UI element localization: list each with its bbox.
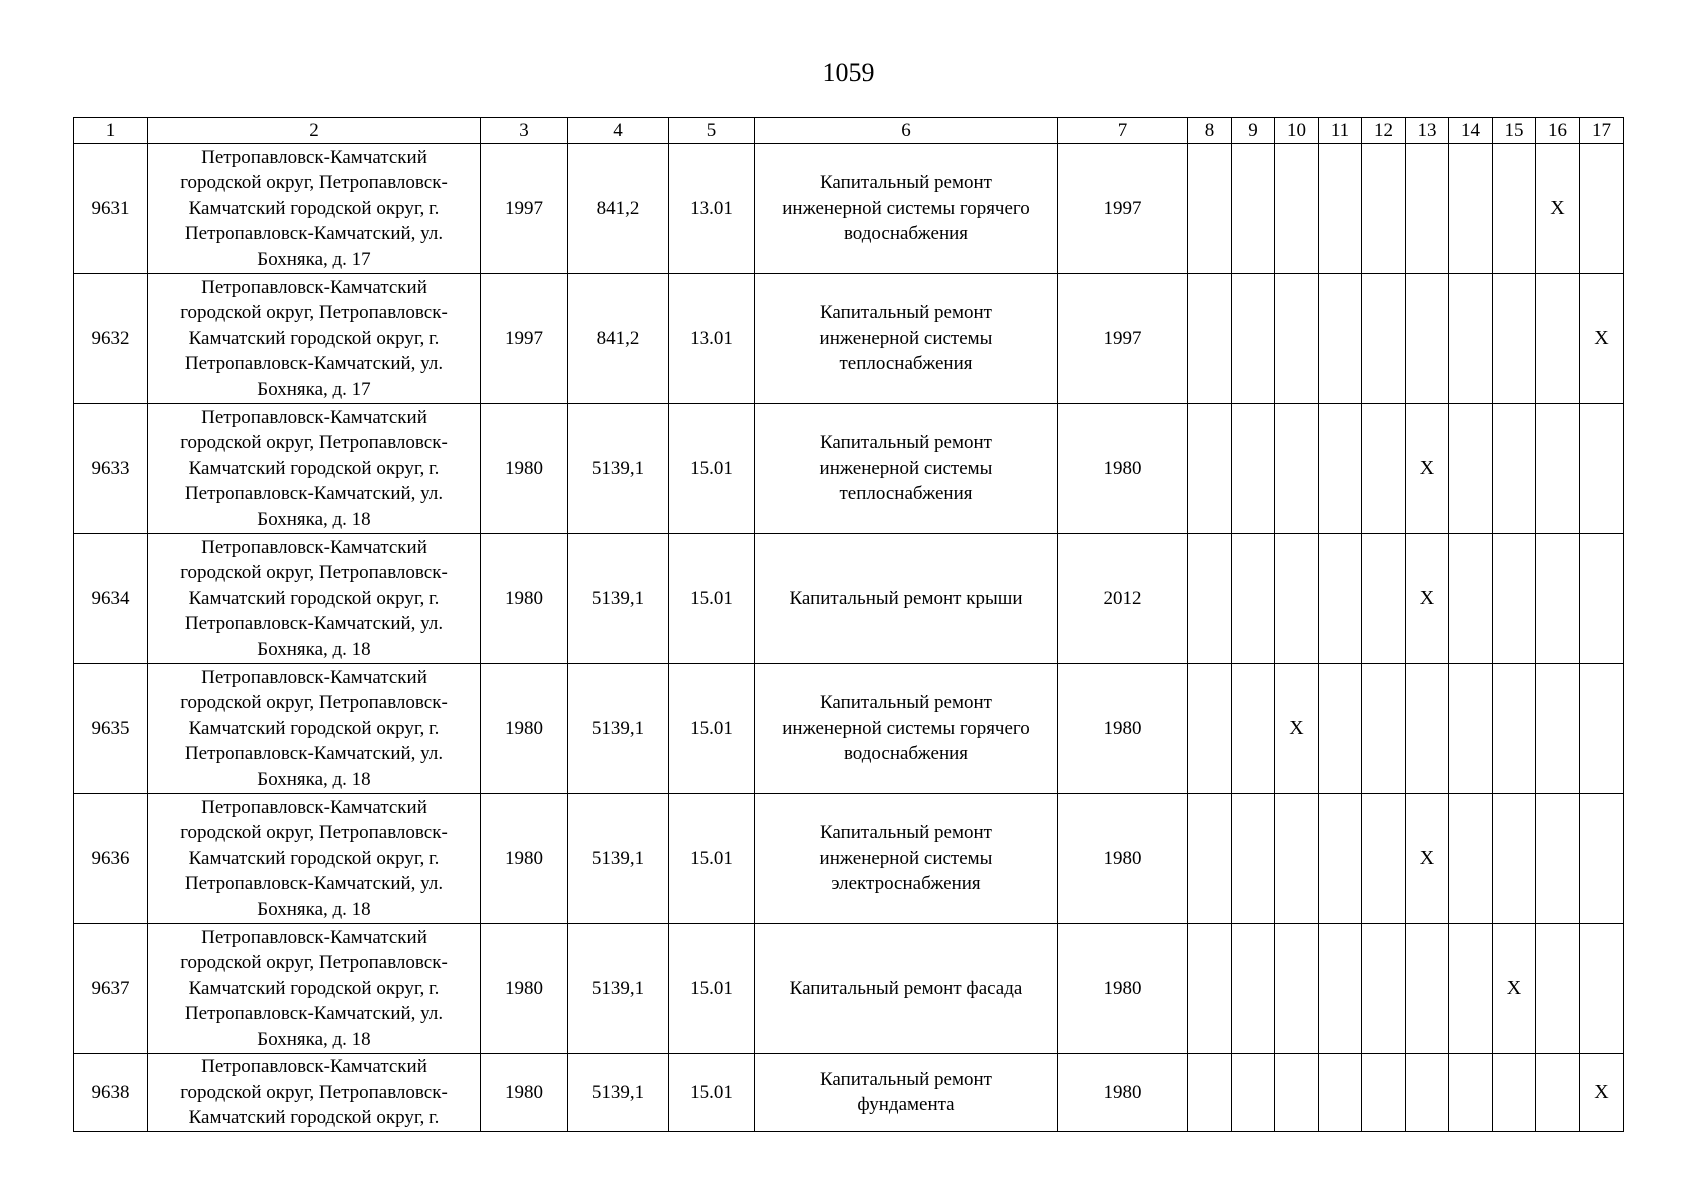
work-code: 15.01	[669, 404, 755, 534]
table-row	[74, 404, 1624, 534]
address-line: Петропавловск-Камчатский	[201, 276, 427, 298]
work-description	[755, 274, 1058, 404]
address-cell	[148, 534, 481, 664]
work-code: 13.01	[669, 144, 755, 274]
row-number: 9633	[74, 404, 148, 534]
period-mark-col-14	[1449, 404, 1493, 534]
address-line: Камчатский городской округ, г.	[188, 717, 440, 739]
period-mark-col-14	[1449, 794, 1493, 924]
row-number: 9632	[74, 274, 148, 404]
work-description	[755, 664, 1058, 794]
column-header-3: 3	[481, 118, 568, 144]
row-number: 9635	[74, 664, 148, 794]
address-line: городской округ, Петропавловск-	[180, 1081, 448, 1103]
work-line: электроснабжения	[831, 873, 981, 895]
total-area: 841,2	[568, 274, 669, 404]
period-mark-col-12	[1362, 1054, 1406, 1132]
address-line: Бохняка, д. 18	[257, 508, 371, 530]
work-line: инженерной системы	[819, 457, 993, 479]
period-mark-col-15	[1493, 274, 1536, 404]
work-line: фундамента	[857, 1094, 955, 1116]
last-repair-year: 1980	[1058, 404, 1188, 534]
period-mark-col-11	[1319, 664, 1362, 794]
address-line: Петропавловск-Камчатский	[201, 1056, 427, 1077]
year-built: 1980	[481, 924, 568, 1054]
table-row	[74, 534, 1624, 664]
work-code: 13.01	[669, 274, 755, 404]
column-header-12: 12	[1362, 118, 1406, 144]
period-mark-col-13	[1406, 924, 1449, 1054]
work-line: Капитальный ремонт	[819, 822, 992, 844]
last-repair-year: 1997	[1058, 274, 1188, 404]
address-line: Петропавловск-Камчатский, ул.	[184, 873, 444, 895]
period-mark-col-13	[1406, 274, 1449, 404]
table-row	[74, 1054, 1624, 1132]
table-row	[74, 274, 1624, 404]
work-line: инженерной системы горячего	[782, 197, 1030, 219]
work-code: 15.01	[669, 534, 755, 664]
period-mark-col-13	[1406, 1054, 1449, 1132]
page-number: 1059	[822, 58, 875, 87]
row-number: 9638	[74, 1054, 148, 1132]
period-mark-col-16	[1536, 794, 1580, 924]
work-line: водоснабжения	[843, 743, 969, 765]
period-mark-col-16	[1536, 664, 1580, 794]
work-line: Капитальный ремонт	[819, 692, 992, 714]
last-repair-year: 1980	[1058, 794, 1188, 924]
last-repair-year: 1997	[1058, 144, 1188, 274]
period-mark-col-14	[1449, 924, 1493, 1054]
period-mark-col-9	[1232, 1054, 1275, 1132]
work-line: инженерной системы	[819, 327, 993, 349]
address-line: Петропавловск-Камчатский, ул.	[184, 613, 444, 635]
address-line: Камчатский городской округ, г.	[188, 847, 440, 869]
column-header-2: 2	[148, 118, 481, 144]
address-line: городской округ, Петропавловск-	[180, 692, 448, 714]
address-line: Камчатский городской округ, г.	[188, 1107, 440, 1129]
column-header-8: 8	[1188, 118, 1232, 144]
address-line: Бохняка, д. 18	[257, 898, 371, 920]
work-line: Капитальный ремонт крыши	[789, 587, 1023, 609]
total-area: 5139,1	[568, 794, 669, 924]
row-number: 9631	[74, 144, 148, 274]
period-mark-col-9	[1232, 144, 1275, 274]
period-mark-col-14	[1449, 534, 1493, 664]
work-description	[755, 404, 1058, 534]
period-mark-col-12	[1362, 794, 1406, 924]
work-description	[755, 144, 1058, 274]
period-mark-col-11	[1319, 794, 1362, 924]
address-line: городской округ, Петропавловск-	[180, 172, 448, 194]
period-mark-col-11	[1319, 1054, 1362, 1132]
year-built: 1980	[481, 404, 568, 534]
total-area: 5139,1	[568, 664, 669, 794]
last-repair-year: 2012	[1058, 534, 1188, 664]
period-mark-col-12	[1362, 404, 1406, 534]
period-mark-col-9	[1232, 274, 1275, 404]
work-line: Капитальный ремонт фасада	[789, 977, 1023, 999]
work-code: 15.01	[669, 664, 755, 794]
period-mark-col-16: X	[1536, 144, 1580, 274]
period-mark-col-13: X	[1406, 794, 1449, 924]
period-mark-col-14	[1449, 274, 1493, 404]
period-mark-col-16	[1536, 1054, 1580, 1132]
period-mark-col-10	[1275, 794, 1319, 924]
period-mark-col-9	[1232, 924, 1275, 1054]
period-mark-col-10	[1275, 144, 1319, 274]
work-line: Капитальный ремонт	[819, 432, 992, 454]
last-repair-year: 1980	[1058, 1054, 1188, 1132]
column-header-1: 1	[74, 118, 148, 144]
total-area: 5139,1	[568, 1054, 669, 1132]
period-mark-col-8	[1188, 404, 1232, 534]
address-cell	[148, 404, 481, 534]
period-mark-col-11	[1319, 144, 1362, 274]
address-line: Бохняка, д. 18	[257, 638, 371, 660]
period-mark-col-15	[1493, 534, 1536, 664]
period-mark-col-10	[1275, 274, 1319, 404]
address-line: Петропавловск-Камчатский	[201, 666, 427, 688]
period-mark-col-13	[1406, 144, 1449, 274]
address-line: Камчатский городской округ, г.	[188, 197, 440, 219]
address-line: Камчатский городской округ, г.	[188, 457, 440, 479]
address-line: Петропавловск-Камчатский, ул.	[184, 483, 444, 505]
work-code: 15.01	[669, 1054, 755, 1132]
period-mark-col-12	[1362, 664, 1406, 794]
address-line: Петропавловск-Камчатский	[201, 406, 427, 428]
period-mark-col-17	[1580, 534, 1624, 664]
address-line: Петропавловск-Камчатский, ул.	[184, 353, 444, 375]
total-area: 841,2	[568, 144, 669, 274]
period-mark-col-12	[1362, 274, 1406, 404]
total-area: 5139,1	[568, 404, 669, 534]
address-line: городской округ, Петропавловск-	[180, 952, 448, 974]
work-code: 15.01	[669, 794, 755, 924]
period-mark-col-10	[1275, 404, 1319, 534]
column-header-13: 13	[1406, 118, 1449, 144]
column-header-17: 17	[1580, 118, 1624, 144]
address-line: Петропавловск-Камчатский	[201, 536, 427, 558]
period-mark-col-11	[1319, 924, 1362, 1054]
work-line: инженерной системы горячего	[782, 717, 1030, 739]
period-mark-col-8	[1188, 1054, 1232, 1132]
period-mark-col-8	[1188, 664, 1232, 794]
column-header-16: 16	[1536, 118, 1580, 144]
period-mark-col-10	[1275, 534, 1319, 664]
period-mark-col-15	[1493, 1054, 1536, 1132]
work-line: водоснабжения	[843, 223, 969, 245]
address-line: Петропавловск-Камчатский	[201, 796, 427, 818]
header-row	[74, 118, 1624, 144]
work-description	[755, 924, 1058, 1054]
table-row	[74, 794, 1624, 924]
period-mark-col-12	[1362, 924, 1406, 1054]
period-mark-col-17: X	[1580, 1054, 1624, 1132]
period-mark-col-15	[1493, 664, 1536, 794]
address-cell	[148, 794, 481, 924]
period-mark-col-15: X	[1493, 924, 1536, 1054]
address-line: городской округ, Петропавловск-	[180, 822, 448, 844]
column-header-4: 4	[568, 118, 669, 144]
work-description	[755, 1054, 1058, 1132]
total-area: 5139,1	[568, 924, 669, 1054]
row-number: 9637	[74, 924, 148, 1054]
column-header-6: 6	[755, 118, 1058, 144]
address-line: Бохняка, д. 18	[257, 768, 371, 790]
period-mark-col-12	[1362, 144, 1406, 274]
period-mark-col-9	[1232, 534, 1275, 664]
address-line: Петропавловск-Камчатский, ул.	[184, 223, 444, 245]
table-body	[74, 144, 1624, 1132]
period-mark-col-11	[1319, 404, 1362, 534]
period-mark-col-17	[1580, 404, 1624, 534]
period-mark-col-8	[1188, 534, 1232, 664]
period-mark-col-11	[1319, 534, 1362, 664]
period-mark-col-9	[1232, 794, 1275, 924]
work-line: теплоснабжения	[839, 353, 973, 375]
work-line: Капитальный ремонт	[819, 302, 992, 324]
column-header-7: 7	[1058, 118, 1188, 144]
period-mark-col-9	[1232, 664, 1275, 794]
address-line: городской округ, Петропавловск-	[180, 432, 448, 454]
period-mark-col-12	[1362, 534, 1406, 664]
work-line: Капитальный ремонт	[819, 1068, 992, 1090]
address-line: Бохняка, д. 17	[257, 248, 371, 270]
period-mark-col-8	[1188, 924, 1232, 1054]
period-mark-col-14	[1449, 1054, 1493, 1132]
period-mark-col-11	[1319, 274, 1362, 404]
period-mark-col-17	[1580, 664, 1624, 794]
period-mark-col-8	[1188, 274, 1232, 404]
period-mark-col-13	[1406, 664, 1449, 794]
work-line: инженерной системы	[819, 847, 993, 869]
address-line: Камчатский городской округ, г.	[188, 977, 440, 999]
period-mark-col-10	[1275, 924, 1319, 1054]
year-built: 1997	[481, 274, 568, 404]
repair-register-table	[73, 117, 1624, 1132]
address-line: Камчатский городской округ, г.	[188, 587, 440, 609]
year-built: 1980	[481, 1054, 568, 1132]
address-cell	[148, 1054, 481, 1132]
address-line: Бохняка, д. 17	[257, 378, 371, 400]
period-mark-col-13: X	[1406, 404, 1449, 534]
period-mark-col-15	[1493, 794, 1536, 924]
address-line: Камчатский городской округ, г.	[188, 327, 440, 349]
column-header-9: 9	[1232, 118, 1275, 144]
period-mark-col-16	[1536, 404, 1580, 534]
row-number: 9636	[74, 794, 148, 924]
period-mark-col-10: X	[1275, 664, 1319, 794]
period-mark-col-16	[1536, 274, 1580, 404]
table-row	[74, 144, 1624, 274]
table-row	[74, 924, 1624, 1054]
period-mark-col-13: X	[1406, 534, 1449, 664]
address-line: Бохняка, д. 18	[257, 1028, 371, 1050]
column-header-10: 10	[1275, 118, 1319, 144]
period-mark-col-17	[1580, 794, 1624, 924]
year-built: 1980	[481, 664, 568, 794]
period-mark-col-16	[1536, 534, 1580, 664]
period-mark-col-15	[1493, 404, 1536, 534]
address-cell	[148, 924, 481, 1054]
period-mark-col-17	[1580, 144, 1624, 274]
period-mark-col-10	[1275, 1054, 1319, 1132]
address-cell	[148, 144, 481, 274]
year-built: 1980	[481, 534, 568, 664]
period-mark-col-15	[1493, 144, 1536, 274]
address-cell	[148, 664, 481, 794]
work-description	[755, 794, 1058, 924]
row-number: 9634	[74, 534, 148, 664]
year-built: 1980	[481, 794, 568, 924]
address-line: Петропавловск-Камчатский	[201, 146, 427, 168]
work-description	[755, 534, 1058, 664]
column-header-5: 5	[669, 118, 755, 144]
last-repair-year: 1980	[1058, 924, 1188, 1054]
address-line: Петропавловск-Камчатский	[201, 926, 427, 948]
address-line: городской округ, Петропавловск-	[180, 302, 448, 324]
address-cell	[148, 274, 481, 404]
address-line: городской округ, Петропавловск-	[180, 562, 448, 584]
column-header-11: 11	[1319, 118, 1362, 144]
work-line: Капитальный ремонт	[819, 172, 992, 194]
address-line: Петропавловск-Камчатский, ул.	[184, 743, 444, 765]
work-line: теплоснабжения	[839, 483, 973, 505]
column-header-14: 14	[1449, 118, 1493, 144]
last-repair-year: 1980	[1058, 664, 1188, 794]
year-built: 1997	[481, 144, 568, 274]
period-mark-col-17	[1580, 924, 1624, 1054]
total-area: 5139,1	[568, 534, 669, 664]
table-row	[74, 664, 1624, 794]
period-mark-col-9	[1232, 404, 1275, 534]
period-mark-col-8	[1188, 794, 1232, 924]
period-mark-col-14	[1449, 144, 1493, 274]
period-mark-col-8	[1188, 144, 1232, 274]
period-mark-col-17: X	[1580, 274, 1624, 404]
column-header-15: 15	[1493, 118, 1536, 144]
period-mark-col-16	[1536, 924, 1580, 1054]
address-line: Петропавловск-Камчатский, ул.	[184, 1003, 444, 1025]
work-code: 15.01	[669, 924, 755, 1054]
period-mark-col-14	[1449, 664, 1493, 794]
